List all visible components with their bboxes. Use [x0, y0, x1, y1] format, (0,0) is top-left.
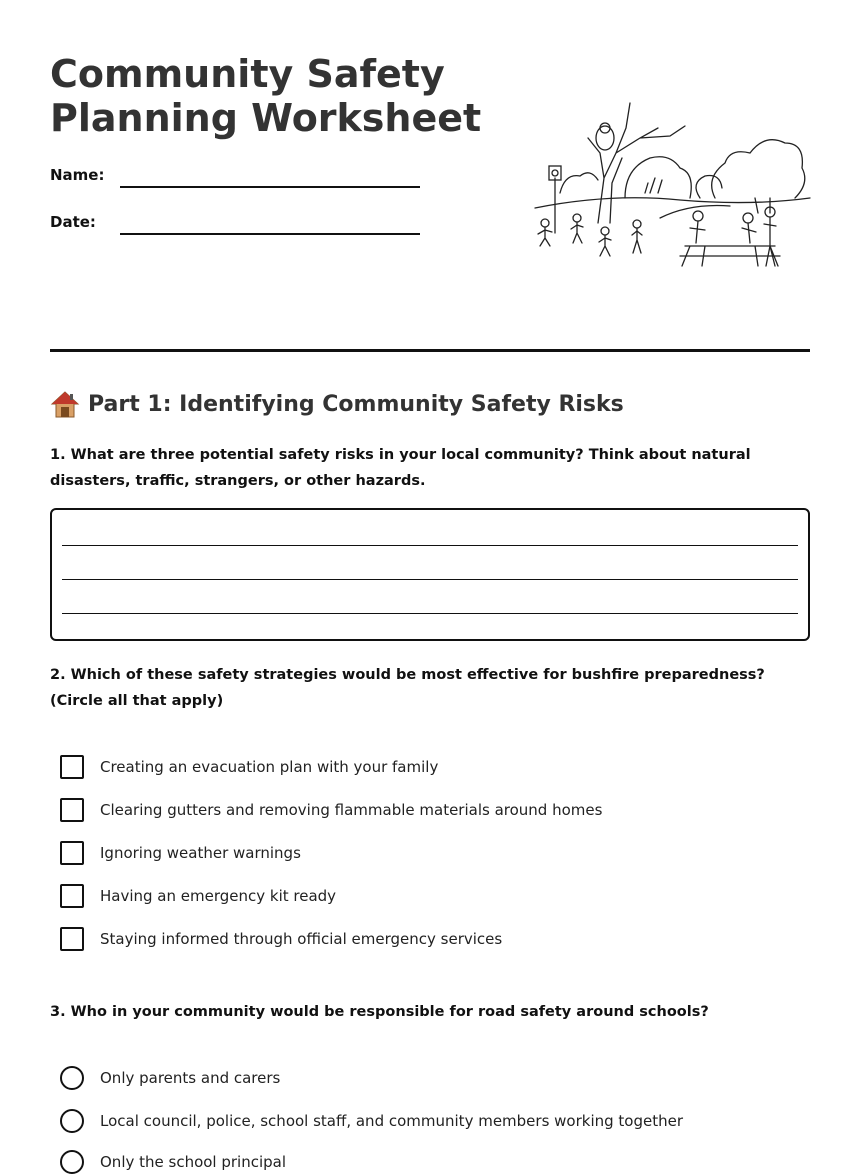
question-2: 2. Which of these safety strategies would be most effective for bushfire preparedness? (Circle all that apply) — [50, 667, 765, 709]
section-divider — [50, 349, 810, 352]
checkbox[interactable] — [60, 841, 84, 865]
answer-box-q1[interactable] — [50, 508, 810, 641]
name-label: Name: — [50, 166, 105, 184]
part1-heading-text: Part 1: Identifying Community Safety Risks — [88, 391, 624, 417]
option-label: Clearing gutters and removing flammable materials around homes — [100, 801, 603, 819]
checkbox[interactable] — [60, 755, 84, 779]
checkbox[interactable] — [60, 884, 84, 908]
radio-button[interactable] — [60, 1150, 84, 1174]
q2-option[interactable] — [60, 798, 602, 822]
q2-option[interactable] — [60, 841, 301, 865]
q2-option[interactable] — [60, 927, 502, 951]
park-illustration — [530, 98, 815, 273]
option-label: Only the school principal — [100, 1153, 287, 1171]
part1-heading — [50, 389, 624, 419]
radio-button[interactable] — [60, 1109, 84, 1133]
option-label: Only parents and carers — [100, 1069, 281, 1087]
radio-button[interactable] — [60, 1066, 84, 1090]
title-line-2: Planning Worksheet — [50, 96, 482, 140]
option-label: Ignoring weather warnings — [100, 844, 301, 862]
q2-option[interactable] — [60, 884, 336, 908]
date-label: Date: — [50, 213, 96, 231]
q3-option[interactable] — [60, 1109, 683, 1133]
checkbox[interactable] — [60, 927, 84, 951]
question-3: 3. Who in your community would be responsible for road safety around schools? — [50, 1004, 709, 1020]
date-field[interactable] — [120, 233, 420, 235]
q2-option[interactable] — [60, 755, 438, 779]
option-label: Local council, police, school staff, and community members working together — [100, 1112, 684, 1130]
name-field[interactable] — [120, 186, 420, 188]
worksheet-title — [50, 52, 490, 140]
option-label: Having an emergency kit ready — [100, 887, 337, 905]
answer-line[interactable] — [62, 613, 798, 614]
q3-option[interactable] — [60, 1150, 286, 1174]
title-line-1: Community Safety — [50, 52, 445, 96]
house-icon — [50, 389, 80, 419]
question-1: 1. What are three potential safety risks in your local community? Think about natural disasters, traffic, strangers, or other hazards. — [50, 447, 751, 489]
option-label: Creating an evacuation plan with your family — [100, 758, 439, 776]
checkbox[interactable] — [60, 798, 84, 822]
answer-line[interactable] — [62, 545, 798, 546]
answer-line[interactable] — [62, 579, 798, 580]
q3-option[interactable] — [60, 1066, 280, 1090]
option-label: Staying informed through official emergency services — [100, 930, 503, 948]
